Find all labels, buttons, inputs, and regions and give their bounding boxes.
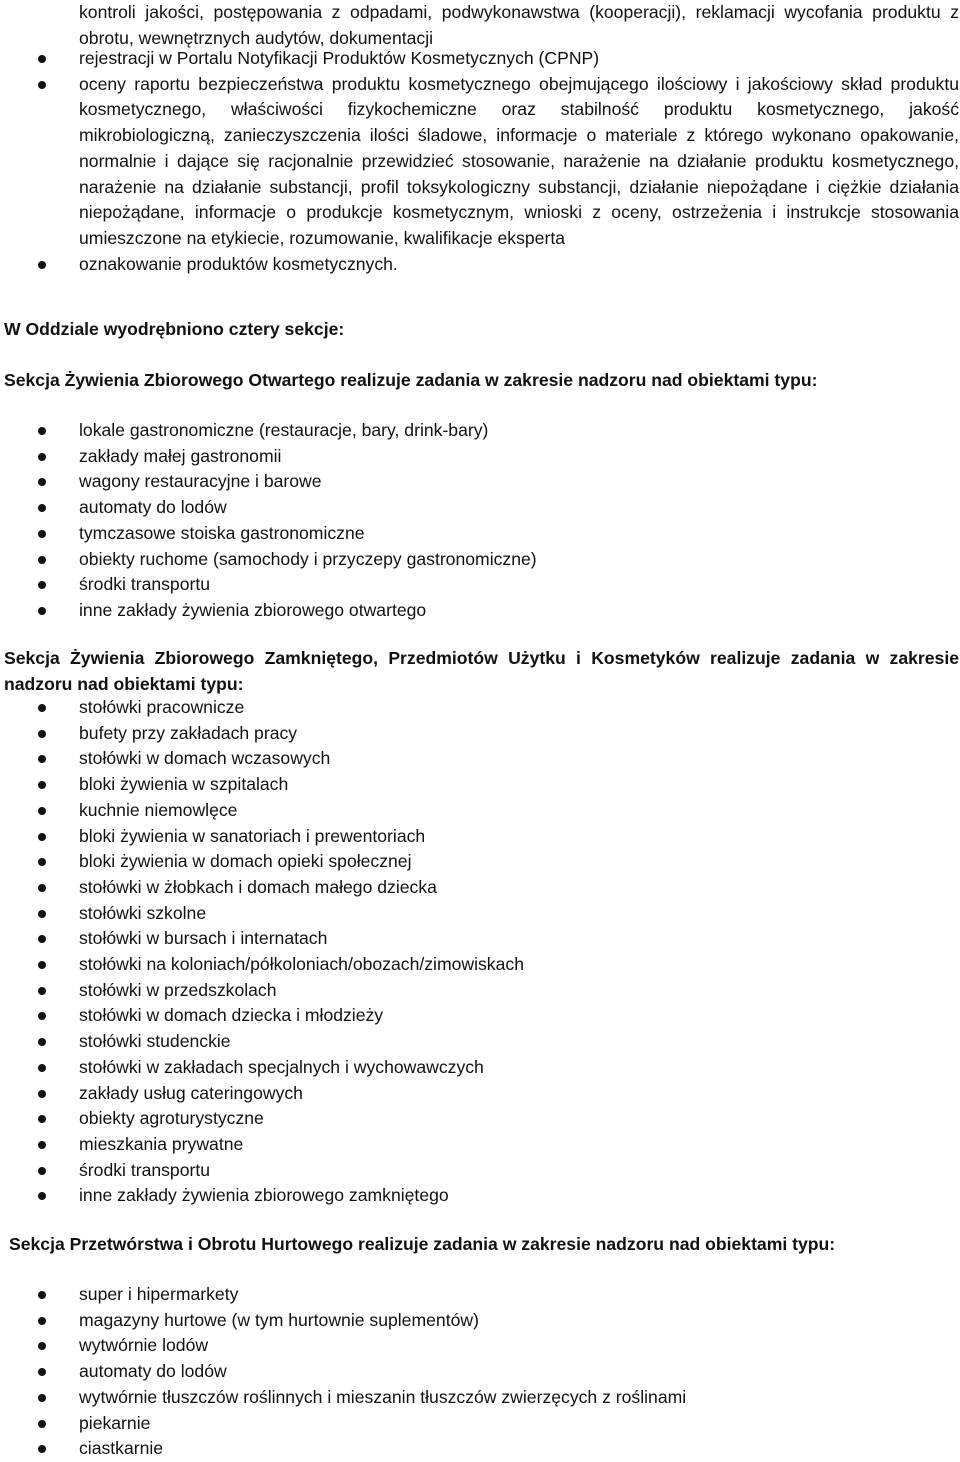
bullet-icon (38, 478, 46, 486)
list-item (0, 1411, 960, 1437)
section3-heading: Sekcja Przetwórstwa i Obrotu Hurtowego realizuje zadania w zakresie nadzoru nad obiektami typu: (9, 1234, 836, 1254)
list-item (0, 1158, 960, 1184)
bullet-icon (38, 884, 46, 892)
list-item-text: kuchnie niemowlęce (79, 799, 238, 820)
bullet-icon (38, 530, 46, 538)
list-item-text: magazyny hurtowe (w tym hurtownie suplementów) (79, 1309, 479, 1330)
list-item-text: lokale gastronomiczne (restauracje, bary, drink-bary) (79, 420, 489, 440)
list-item (0, 952, 960, 978)
bullet-icon (38, 453, 46, 461)
list-item (0, 772, 960, 798)
list-item-text: stołówki pracownicze (79, 697, 245, 717)
section1-heading: Sekcja Żywienia Zbiorowego Otwartego realizuje zadania w zakresie nadzoru nad obiektami typu: (4, 370, 818, 390)
bullet-icon (38, 1394, 46, 1402)
list-item-text: obiekty agroturystyczne (79, 1108, 264, 1129)
list-item (0, 547, 960, 573)
list-item-text: wytwórnie tłuszczów roślinnych i mieszanin tłuszczów zwierzęcych z roślinami (79, 1386, 687, 1407)
bullet-icon (38, 504, 46, 512)
bullet-icon (38, 1064, 46, 1072)
list-item (0, 495, 960, 521)
bullet-icon (38, 81, 46, 89)
list-item-text: automaty do lodów (79, 497, 227, 518)
list-item (0, 252, 960, 278)
bullet-icon (38, 1420, 46, 1428)
list-item-text: stołówki szkolne (79, 902, 207, 923)
bullet-icon (38, 704, 46, 712)
list-item (0, 849, 960, 875)
list-item (0, 695, 960, 721)
list-item (0, 444, 960, 470)
bullet-icon (38, 1192, 46, 1200)
list-item (0, 721, 960, 747)
list-item (0, 926, 960, 952)
list-item (0, 1333, 960, 1359)
list-item (0, 1359, 960, 1385)
list-item-text: bloki żywienia w sanatoriach i prewentoriach (79, 825, 426, 846)
bullet-icon (38, 1115, 46, 1123)
section1-list (0, 418, 960, 624)
list-item-text: bloki żywienia w szpitalach (79, 774, 289, 795)
list-item-text: mieszkania prywatne (79, 1133, 244, 1154)
bullet-icon (38, 858, 46, 866)
bullet-icon (38, 1012, 46, 1020)
list-item (0, 1385, 960, 1411)
list-item-text: stołówki w domach wczasowych (79, 748, 331, 769)
top-bullet-list (0, 46, 960, 277)
bullet-icon (38, 755, 46, 763)
list-item-text: obiekty ruchome (samochody i przyczepy gastronomiczne) (79, 548, 537, 569)
section2-list (0, 695, 960, 1209)
list-item (0, 901, 960, 927)
bullet-icon (38, 1342, 46, 1350)
list-item (0, 798, 960, 824)
bullet-icon (38, 1167, 46, 1175)
list-item-text: środki transportu (79, 574, 211, 595)
bullet-icon (38, 581, 46, 589)
list-item-text: bufety przy zakładach pracy (79, 722, 298, 743)
list-item-text: oceny raportu bezpieczeństwa produktu kosmetycznego obejmującego ilościowy i jakościowy skład produktu kosmetycznego, właściwości fizykochemiczne oraz stabilność produktu kosmetycznego, jakość mikrobiologiczną, zanieczyszczenia ilości śladowe, informacje o materiale z którego wykonano opakowanie, normalnie i dające się racjonalnie przewidzieć stosowanie, narażenie na działanie produktu kosmetycznego, narażenie na działanie substancji, profil toksykologiczny substancji, działanie niepożądane i ciężkie działania niepożądane, informacje o produkcje kosmetycznym, wnioski z oceny, ostrzeżenia i instrukcje stosowania umieszczone na etykiecie, rozumowanie, kwalifikacje eksperta (79, 73, 959, 248)
list-item (0, 1106, 960, 1132)
list-item (0, 1183, 960, 1209)
list-item (0, 521, 960, 547)
bullet-icon (38, 935, 46, 943)
bullet-icon (38, 781, 46, 789)
list-item (0, 978, 960, 1004)
bullet-icon (38, 607, 46, 615)
list-item (0, 1003, 960, 1029)
intro-heading: W Oddziale wyodrębniono cztery sekcje: (4, 319, 345, 339)
list-item (0, 46, 960, 72)
list-item-text: wagony restauracyjne i barowe (79, 471, 322, 492)
bullet-icon (38, 833, 46, 841)
list-item-text: ciastkarnie (79, 1438, 164, 1459)
list-item-text: stołówki studenckie (79, 1031, 231, 1052)
list-item-text: automaty do lodów (79, 1361, 227, 1382)
list-item-text: stołówki w domach dziecka i młodzieży (79, 1005, 384, 1026)
list-item (0, 746, 960, 772)
bullet-icon (38, 556, 46, 564)
list-item-text: oznakowanie produktów kosmetycznych. (79, 253, 398, 274)
list-item (0, 875, 960, 901)
list-item (0, 469, 960, 495)
list-item-text: zakłady usług cateringowych (79, 1082, 303, 1103)
bullet-icon (38, 1445, 46, 1453)
list-item-text: super i hipermarkety (79, 1284, 239, 1304)
bullet-icon (38, 961, 46, 969)
bullet-icon (38, 987, 46, 995)
list-item (0, 1029, 960, 1055)
list-item-text: piekarnie (79, 1412, 151, 1433)
list-item (0, 418, 960, 444)
list-item (0, 1055, 960, 1081)
section3-list (0, 1282, 960, 1462)
list-item-text: stołówki na koloniach/półkoloniach/obozach/zimowiskach (79, 954, 524, 975)
list-item-text: tymczasowe stoiska gastronomiczne (79, 522, 365, 543)
section2-heading: Sekcja Żywienia Zbiorowego Zamkniętego, Przedmiotów Użytku i Kosmetyków realizuje zadania w zakresie nadzoru nad obiektami typu: (4, 648, 959, 694)
bullet-icon (38, 427, 46, 435)
bullet-icon (38, 910, 46, 918)
list-item-text: stołówki w przedszkolach (79, 979, 277, 1000)
list-item-text: inne zakłady żywienia zbiorowego zamkniętego (79, 1185, 449, 1206)
bullet-icon (38, 55, 46, 63)
list-item (0, 824, 960, 850)
list-item (0, 1081, 960, 1107)
list-item-text: wytwórnie lodów (79, 1335, 209, 1356)
list-item (0, 1308, 960, 1334)
bullet-icon (38, 1141, 46, 1149)
list-item (0, 1282, 960, 1308)
list-item (0, 1436, 960, 1462)
bullet-icon (38, 1317, 46, 1325)
list-item (0, 72, 960, 252)
list-item-text: zakłady małej gastronomii (79, 445, 282, 466)
bullet-icon (38, 1291, 46, 1299)
top-continuation-text: kontroli jakości, postępowania z odpadami, podwykonawstwa (kooperacji), reklamacji wycofania produktu z obrotu, wewnętrznych audytów, dokumentacji (79, 2, 959, 48)
list-item (0, 572, 960, 598)
bullet-icon (38, 807, 46, 815)
list-item (0, 598, 960, 624)
list-item-text: rejestracji w Portalu Notyfikacji Produktów Kosmetycznych (CPNP) (79, 48, 600, 68)
list-item-text: stołówki w zakładach specjalnych i wychowawczych (79, 1056, 484, 1077)
list-item (0, 1132, 960, 1158)
bullet-icon (38, 1090, 46, 1098)
bullet-icon (38, 730, 46, 738)
list-item-text: środki transportu (79, 1159, 211, 1180)
list-item-text: inne zakłady żywienia zbiorowego otwartego (79, 599, 427, 620)
list-item-text: bloki żywienia w domach opieki społecznej (79, 851, 412, 872)
list-item-text: stołówki w żłobkach i domach małego dziecka (79, 876, 437, 897)
bullet-icon (38, 1368, 46, 1376)
list-item-text: stołówki w bursach i internatach (79, 928, 328, 949)
bullet-icon (38, 1038, 46, 1046)
bullet-icon (38, 261, 46, 269)
